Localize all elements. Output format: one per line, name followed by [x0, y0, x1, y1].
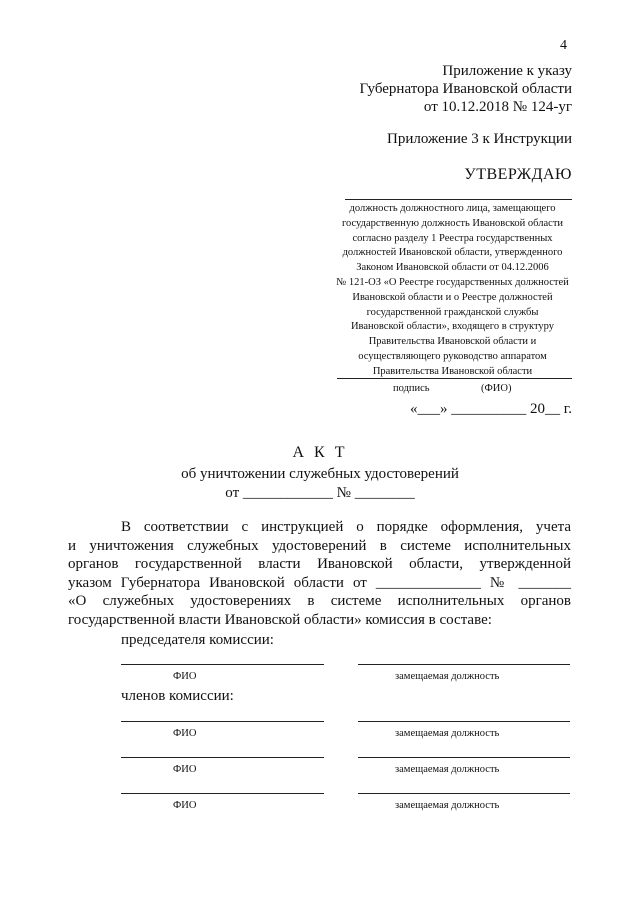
appendix-header: [359, 62, 572, 116]
body-line: органов государственной власти Ивановской области, утвержденной: [68, 556, 571, 572]
position-line: Ивановской области», входящего в структуру: [350, 321, 555, 333]
chair-name-caption: ФИО: [173, 671, 197, 682]
signature-caption: подпись: [393, 383, 430, 394]
position-line: государственную должность Ивановской области: [341, 217, 564, 229]
act-date-number-line: от ____________ № ________: [225, 485, 415, 501]
act-body-paragraph: [68, 518, 571, 629]
act-subtitle: об уничтожении служебных удостоверений: [181, 466, 459, 482]
position-line: Правительства Ивановской области: [372, 365, 533, 377]
header-line: Губернатора Ивановской области: [359, 81, 572, 97]
chair-label: председателя комиссии:: [121, 632, 274, 648]
signature-name-caption: (ФИО): [481, 383, 512, 394]
act-title: А К Т: [292, 444, 348, 461]
position-line: должностей Ивановской области, утвержденного: [342, 247, 563, 259]
member-position-line: [358, 757, 570, 758]
member-position-caption: замещаемая должность: [395, 800, 500, 811]
chair-name-line: [121, 664, 324, 665]
member-name-line: [121, 757, 324, 758]
members-label: членов комиссии:: [121, 688, 234, 704]
member-name-line: [121, 721, 324, 722]
member-position-caption: замещаемая должность: [395, 764, 500, 775]
appendix-instruction: Приложение 3 к Инструкции: [387, 131, 572, 147]
body-line: В соответствии с инструкцией о порядке оформления, учета: [121, 519, 571, 535]
signature-line: [337, 378, 572, 379]
member-name-caption: ФИО: [173, 728, 197, 739]
member-name-caption: ФИО: [173, 764, 197, 775]
chair-position-caption: замещаемая должность: [395, 671, 500, 682]
approval-position-line: [345, 199, 572, 200]
position-line: № 121-ОЗ «О Реестре государственных должностей: [336, 276, 569, 288]
member-position-line: [358, 793, 570, 794]
header-line: Приложение к указу: [442, 63, 572, 79]
position-line: согласно разделу 1 Реестра государственных: [352, 232, 553, 244]
approval-date-line: «___» __________ 20__ г.: [410, 401, 572, 417]
position-line: осуществляющего руководство аппаратом: [358, 350, 547, 362]
position-line: Правительства Ивановской области и: [368, 336, 537, 348]
position-line: государственной гражданской службы: [366, 306, 539, 318]
position-line: Законом Ивановской области от 04.12.2006: [356, 262, 549, 274]
member-name-caption: ФИО: [173, 800, 197, 811]
chair-position-line: [358, 664, 570, 665]
position-line: должность должностного лица, замещающего: [349, 203, 556, 214]
member-name-line: [121, 793, 324, 794]
page-number: 4: [560, 38, 567, 53]
approval-position-caption: [325, 202, 580, 380]
header-line: от 10.12.2018 № 124-уг: [423, 99, 572, 115]
body-line: и уничтожения служебных удостоверений в системе исполнительных: [68, 537, 571, 554]
body-line: «О служебных удостоверениях в системе исполнительных органов: [68, 593, 571, 609]
position-line: Ивановской области и о Реестре должностей: [352, 291, 553, 303]
body-line: государственной власти Ивановской области» комиссия в составе:: [68, 611, 492, 628]
member-position-line: [358, 721, 570, 722]
body-line: указом Губернатора Ивановской области от ______________ № _______: [68, 574, 571, 591]
member-position-caption: замещаемая должность: [395, 728, 500, 739]
approval-title: УТВЕРЖДАЮ: [464, 166, 572, 183]
